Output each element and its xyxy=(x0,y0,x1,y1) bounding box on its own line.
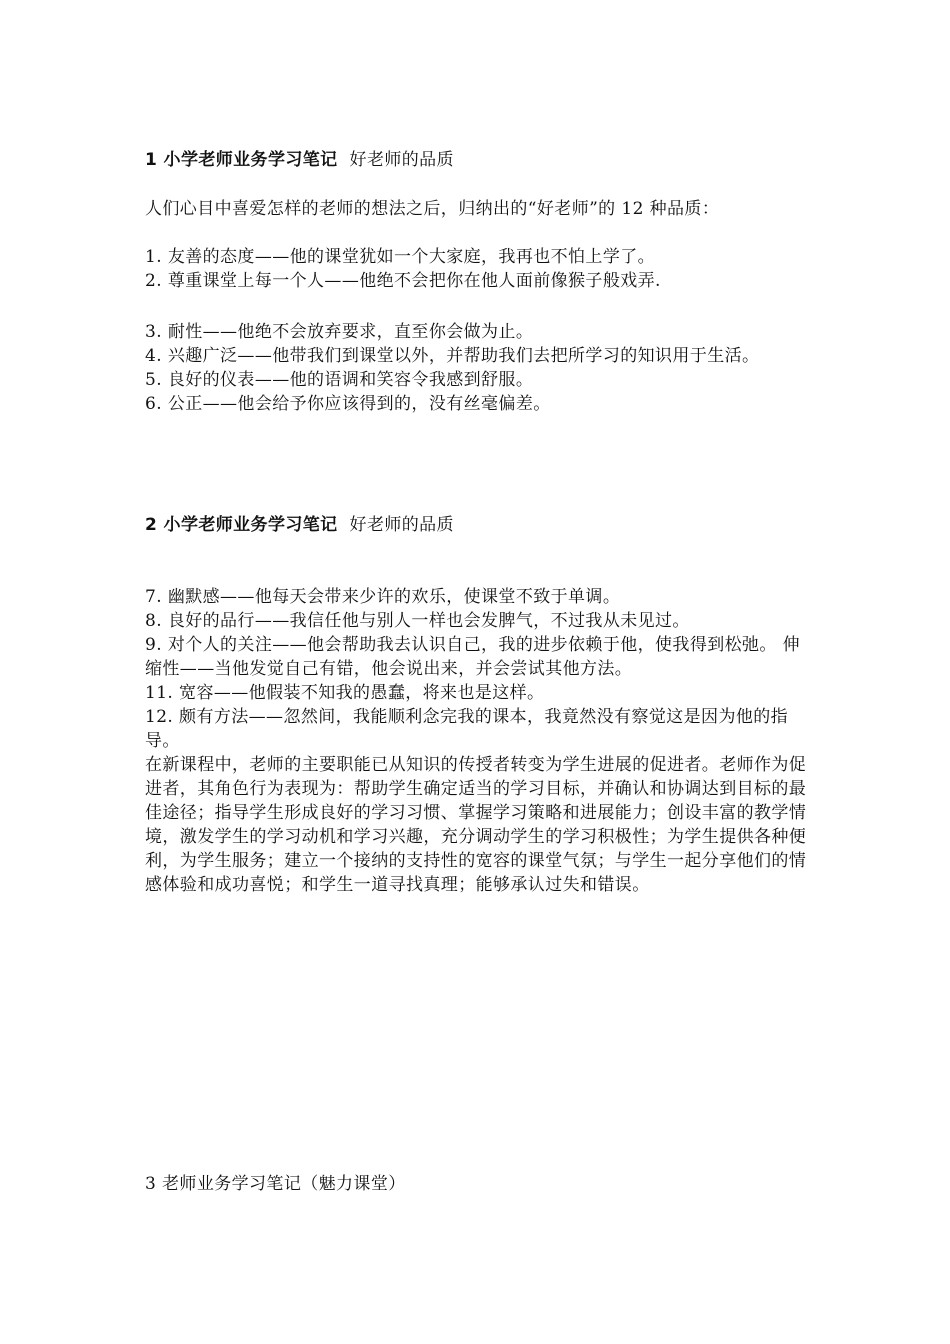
list-item: 4. 兴趣广泛——他带我们到课堂以外，并帮助我们去把所学习的知识用于生活。 xyxy=(145,346,760,366)
list-item: 1. 友善的态度——他的课堂犹如一个大家庭，我再也不怕上学了。 xyxy=(145,247,656,267)
section1-intro: 人们心目中喜爱怎样的老师的想法之后，归纳出的“好老师”的 12 种品质： xyxy=(145,199,720,219)
section1-heading-bold: 1 小学老师业务学习笔记 xyxy=(145,150,338,170)
section2-heading xyxy=(145,513,815,537)
section2-heading-subtitle: 好老师的品质 xyxy=(349,515,454,535)
list-item: 9. 对个人的关注——他会帮助我去认识自己，我的进步依赖于他，使我得到松弛。 伸缩性——当他发觉自己有错，他会说出来，并会尝试其他方法。 xyxy=(145,635,801,679)
section2-heading-bold: 2 小学老师业务学习笔记 xyxy=(145,515,338,535)
list-item: 8. 良好的品行——我信任他与别人一样也会发脾气，不过我从未见过。 xyxy=(145,611,690,631)
section3-heading: 3 老师业务学习笔记（魅力课堂） xyxy=(145,1174,406,1194)
section2-list xyxy=(145,585,815,897)
section1-heading-subtitle: 好老师的品质 xyxy=(349,150,454,170)
section1-list-b xyxy=(145,320,815,416)
list-item: 7. 幽默感——他每天会带来少许的欢乐，使课堂不致于单调。 xyxy=(145,587,621,607)
list-item: 11. 宽容——他假装不知我的愚蠢，将来也是这样。 xyxy=(145,683,545,703)
list-item: 12. 颇有方法——忽然间，我能顺利念完我的课本，我竟然没有察觉这是因为他的指导。 xyxy=(145,707,789,751)
list-item: 2. 尊重课堂上每一个人——他绝不会把你在他人面前像猴子般戏弄. xyxy=(145,271,661,291)
list-item: 5. 良好的仪表——他的语调和笑容令我感到舒服。 xyxy=(145,370,534,390)
body-paragraph: 在新课程中，老师的主要职能已从知识的传授者转变为学生进展的促进者。老师作为促进者，其角色行为表现为：帮助学生确定适当的学习目标，并确认和协调达到目标的最佳途径；指导学生形成良好的学习习惯、掌握学习策略和进展能力；创设丰富的教学情境，激发学生的学习动机和学习兴趣，充分调动学生的学习积极性；为学生提供各种便利，为学生服务；建立一个接纳的支持性的宽容的课堂气氛；与学生一起分享他们的情感体验和成功喜悦；和学生一道寻找真理；能够承认过失和错误。 xyxy=(145,755,807,895)
list-item: 3. 耐性——他绝不会放弃要求，直至你会做为止。 xyxy=(145,322,534,342)
section1-list-a xyxy=(145,245,815,293)
section1-heading xyxy=(145,148,815,172)
list-item: 6. 公正——他会给予你应该得到的，没有丝毫偏差。 xyxy=(145,394,551,414)
